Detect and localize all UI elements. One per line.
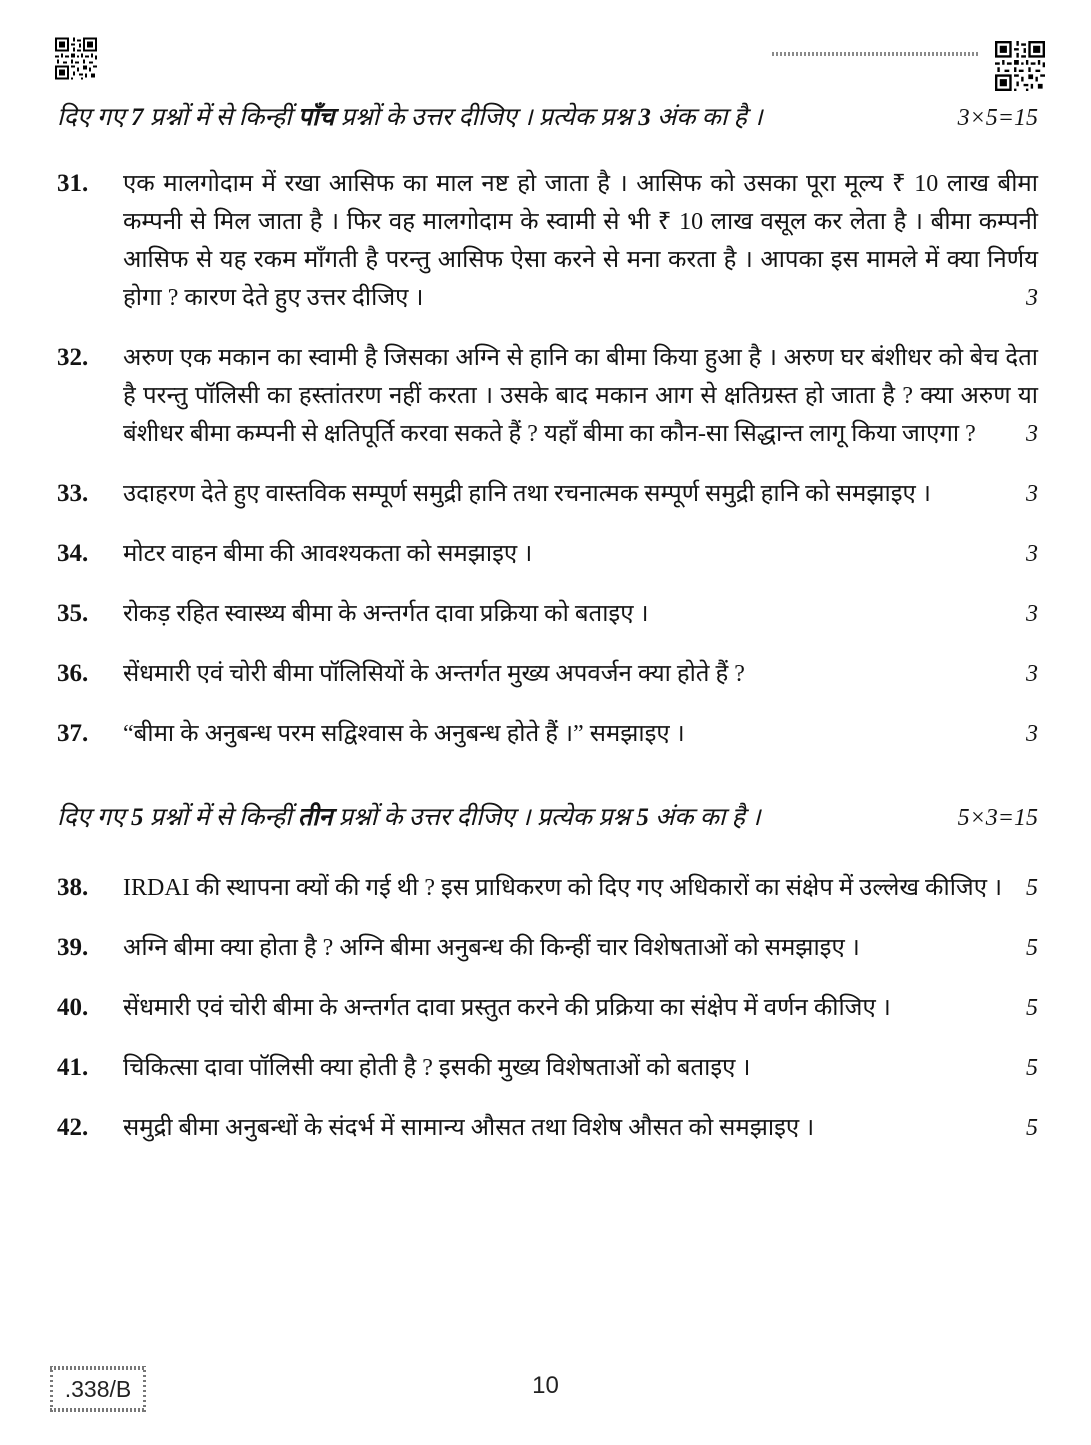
question-text: अरुण एक मकान का स्वामी है जिसका अग्नि से हानि का बीमा किया हुआ है । अरुण घर बंशीधर को बेच देता है परन्तु पॉलिसी का हस्तांतरण नहीं करता । उसके बाद मकान आग से क्षतिग्रस्त हो जाता है ? क्या अरुण या बंशीधर बीमा कम्पनी से क्षतिपूर्ति करवा सकते हैं ? यहाँ बीमा का कौन-सा सिद्धान्त लागू किया जाएगा ?: [123, 345, 1038, 447]
question-number: 40.: [57, 994, 89, 1021]
question-41: [57, 1049, 1038, 1087]
question-marks: 3: [1026, 421, 1038, 447]
question-32: [57, 339, 1038, 453]
question-37: [57, 715, 1038, 753]
question-number: 34.: [57, 540, 89, 567]
question-number: 31.: [57, 170, 89, 197]
question-35: [57, 595, 1038, 633]
question-number: 41.: [57, 1054, 89, 1081]
question-marks: 5: [1026, 875, 1038, 901]
question-marks: 5: [1026, 935, 1038, 961]
section-marks-scheme: 5×3=15: [957, 805, 1038, 831]
question-38: [57, 869, 1038, 907]
question-marks: 3: [1026, 721, 1038, 747]
question-marks: 3: [1026, 661, 1038, 687]
microtext-line: [50, 1366, 146, 1370]
paper-code: .338/B: [64, 1375, 132, 1402]
question-number: 42.: [57, 1114, 89, 1141]
question-text: रोकड़ रहित स्वास्थ्य बीमा के अन्तर्गत दावा प्रक्रिया को बताइए ।: [123, 601, 649, 627]
question-text: मोटर वाहन बीमा की आवश्यकता को समझाइए ।: [123, 541, 533, 567]
page-number: 10: [532, 1372, 559, 1399]
section-2-instruction: [57, 799, 1038, 837]
question-text: एक मालगोदाम में रखा आसिफ का माल नष्ट हो जाता है । आसिफ को उसका पूरा मूल्य ₹ 10 लाख बीमा कम्पनी से मिल जाता है । फिर वह मालगोदाम के स्वामी से भी ₹ 10 लाख वसूल कर लेता है । बीमा कम्पनी आसिफ से यह रकम माँगती है परन्तु आसिफ ऐसा करने से मना करता है । आपका इस मामले में क्या निर्णय होगा ? कारण देते हुए उत्तर दीजिए ।: [123, 171, 1038, 311]
question-paper-content: [57, 0, 1038, 1169]
question-marks: 5: [1026, 1055, 1038, 1081]
question-marks: 3: [1026, 285, 1038, 311]
section-marks-scheme: 3×5=15: [957, 105, 1038, 131]
instruction-text: दिए गए 7 प्रश्नों में से किन्हीं पाँच प्रश्नों के उत्तर दीजिए । प्रत्येक प्रश्न 3 अंक का है ।: [57, 104, 763, 131]
question-number: 38.: [57, 874, 89, 901]
question-39: [57, 929, 1038, 967]
question-marks: 3: [1026, 601, 1038, 627]
question-text: समुद्री बीमा अनुबन्धों के संदर्भ में सामान्य औसत तथा विशेष औसत को समझाइए ।: [123, 1115, 815, 1141]
question-text: चिकित्सा दावा पॉलिसी क्या होती है ? इसकी मुख्य विशेषताओं को बताइए ।: [123, 1055, 751, 1081]
microtext-line: [50, 1408, 146, 1412]
question-marks: 5: [1026, 995, 1038, 1021]
question-31: [57, 165, 1038, 317]
question-marks: 5: [1026, 1115, 1038, 1141]
question-text: उदाहरण देते हुए वास्तविक सम्पूर्ण समुद्री हानि तथा रचनात्मक सम्पूर्ण समुद्री हानि को समझाइए ।: [123, 481, 931, 507]
section-1-instruction: [57, 99, 1038, 137]
question-text: सेंधमारी एवं चोरी बीमा के अन्तर्गत दावा प्रस्तुत करने की प्रक्रिया का संक्षेप में वर्णन कीजिए ।: [123, 995, 891, 1021]
question-number: 35.: [57, 600, 89, 627]
question-number: 36.: [57, 660, 89, 687]
question-40: [57, 989, 1038, 1027]
question-text: IRDAI की स्थापना क्यों की गई थी ? इस प्राधिकरण को दिए गए अधिकारों का संक्षेप में उल्लेख कीजिए ।: [123, 875, 1003, 901]
question-number: 32.: [57, 344, 89, 371]
question-marks: 3: [1026, 481, 1038, 507]
question-text: अग्नि बीमा क्या होता है ? अग्नि बीमा अनुबन्ध की किन्हीं चार विशेषताओं को समझाइए ।: [123, 935, 860, 961]
question-text: सेंधमारी एवं चोरी बीमा पॉलिसियों के अन्तर्गत मुख्य अपवर्जन क्या होते हैं ?: [123, 661, 745, 687]
question-number: 33.: [57, 480, 89, 507]
question-33: [57, 475, 1038, 513]
question-34: [57, 535, 1038, 573]
question-marks: 3: [1026, 541, 1038, 567]
instruction-text: दिए गए 5 प्रश्नों में से किन्हीं तीन प्रश्नों के उत्तर दीजिए । प्रत्येक प्रश्न 5 अंक का है ।: [57, 804, 761, 831]
question-text: “बीमा के अनुबन्ध परम सद्विश्वास के अनुबन्ध होते हैं ।” समझाइए ।: [123, 721, 685, 747]
question-36: [57, 655, 1038, 693]
question-number: 37.: [57, 720, 89, 747]
question-number: 39.: [57, 934, 89, 961]
question-42: [57, 1109, 1038, 1147]
